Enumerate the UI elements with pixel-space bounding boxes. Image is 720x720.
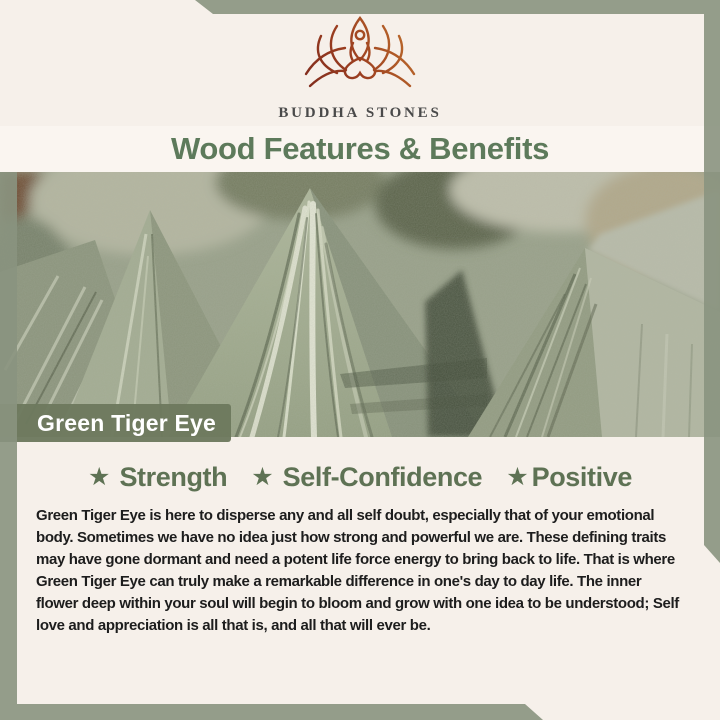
star-icon: ★	[251, 463, 274, 491]
photo-label-text: Green Tiger Eye	[37, 409, 216, 436]
photo-label-badge	[0, 404, 231, 442]
bottom-ribbon	[17, 704, 543, 720]
feature-item-self-confidence	[251, 462, 482, 493]
section-banner	[0, 126, 720, 172]
star-icon: ★	[88, 463, 111, 491]
feature-label: Self-Confidence	[282, 462, 483, 492]
top-ribbon	[195, 0, 704, 14]
feature-label: Positive	[531, 462, 632, 492]
brand-logo	[0, 14, 720, 122]
photo-grain-texture	[0, 172, 720, 437]
feature-list	[0, 462, 720, 493]
lotus-logo-icon	[296, 14, 424, 98]
description-text: Green Tiger Eye is here to disperse any and all self doubt, especially that of your emotional body. Sometimes we have no idea just how strong and powerful we are. These defining traits may have gone dormant and need a potent life force energy to bring back to life. That is where Green Tiger Eye can truly make a remarkable difference in one's day to day life. The inner flower deep within your soul will begin to bloom and grow with one idea to be understood; Self love and appreciation is all that is, and all that will ever be.	[36, 507, 679, 634]
feature-item-positive	[506, 462, 632, 493]
feature-label: Strength	[119, 462, 228, 492]
star-icon: ★	[506, 463, 529, 491]
stone-photo-graphic	[0, 172, 720, 437]
stone-photo	[0, 172, 720, 437]
brand-name: BUDDHA STONES	[278, 105, 442, 121]
banner-title: Wood Features & Benefits	[170, 131, 550, 166]
feature-item-strength	[88, 462, 227, 493]
